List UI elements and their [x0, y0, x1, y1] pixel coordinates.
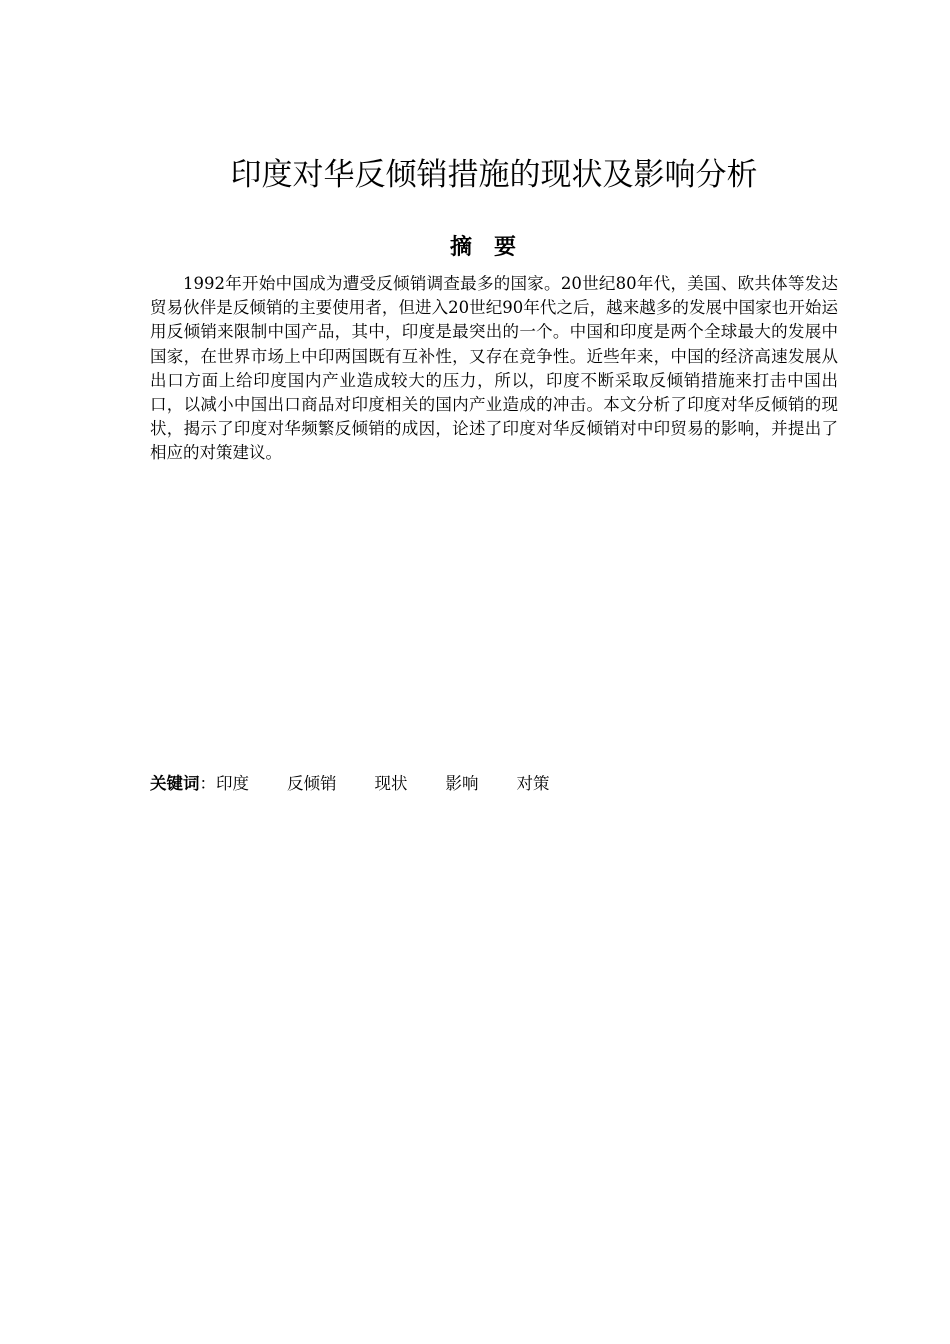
keywords-line: [150, 771, 550, 797]
keyword-item: 印度: [216, 774, 249, 793]
keyword-item: 反倾销: [287, 774, 337, 793]
keywords-label: 关键词: [150, 774, 200, 793]
keyword-item: 对策: [516, 774, 550, 793]
keyword-item: 现状: [374, 774, 408, 793]
keyword-item: 影响: [445, 774, 479, 793]
keywords-separator: ：: [199, 774, 216, 793]
document-title: 印度对华反倾销措施的现状及影响分析: [230, 157, 758, 193]
abstract-heading: 摘要: [449, 235, 538, 260]
abstract-body: 1992年开始中国成为遭受反倾销调查最多的国家。20世纪80年代，美国、欧共体等发达贸易伙伴是反倾销的主要使用者，但进入20世纪90年代之后，越来越多的发展中国家也开始运用反倾销来限制中国产品，其中，印度是最突出的一个。中国和印度是两个全球最大的发展中国家，在世界市场上中印两国既有互补性，又存在竞争性。近些年来，中国的经济高速发展从出口方面上给印度国内产业造成较大的压力，所以，印度不断采取反倾销措施来打击中国出口，以减小中国出口商品对印度相关的国内产业造成的冲击。本文分析了印度对华反倾销的现状，揭示了印度对华频繁反倾销的成因，论述了印度对华反倾销对中印贸易的影响，并提出了相应的对策建议。: [150, 274, 838, 463]
